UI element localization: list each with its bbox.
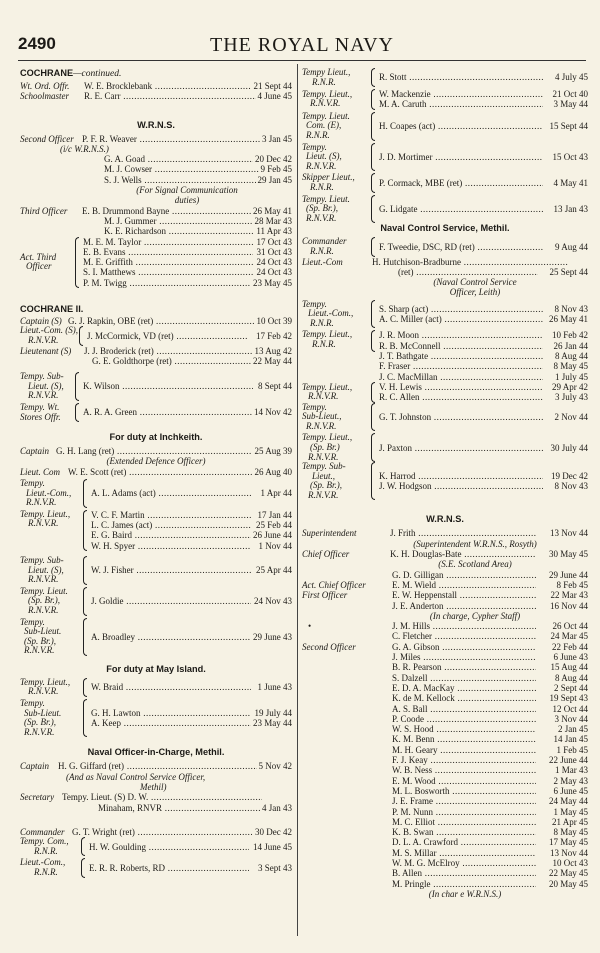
- officer-name: B. R. Pearson .....: [392, 662, 536, 672]
- brace: [83, 678, 87, 697]
- officer-name: M. S. Millar .....: [392, 848, 536, 858]
- rank-group: Tempy. Lieut. (S), R.N.V.R. J. D. Mortimer ..... 15 Oct 43: [302, 143, 588, 172]
- list-item: Act. Chief Officer E. M. Wield ..... 8 Feb 45: [302, 580, 588, 590]
- section-heading: For duty at May Island.: [106, 663, 206, 674]
- list-item: G. T. Johnston ..... 2 Nov 44: [379, 412, 588, 422]
- list-item: V. H. Lewis ..... 29 Apr 42: [379, 382, 588, 392]
- note: (In charge, Cypher Staff): [429, 610, 521, 621]
- rank-group: Tempy. Lieut. (Sp. Br.), R.N.V.R. J. Goldie ..... 24 Nov 43: [20, 587, 292, 616]
- list-item: [302, 642, 588, 652]
- list-item: W. Mackenzie ..... 21 Oct 40: [379, 89, 588, 99]
- list-item: [302, 858, 588, 868]
- list-item: [302, 868, 588, 878]
- brace: [83, 510, 87, 551]
- list-item: W. J. Fisher ..... 25 Apr 44: [91, 565, 292, 575]
- list-item: Captain H. G. Giffard (ret) ..... 5 Nov 42: [20, 761, 292, 771]
- rank-group: Tempy. Lieut., R.N.V.R. W. Braid ..... 1 June 43: [20, 678, 292, 697]
- list-item: H. W. Goulding ..... 14 June 45: [89, 842, 292, 852]
- section-heading: Naval Control Service, Methil.: [380, 223, 510, 234]
- officer-name: S. Dalzell .....: [392, 673, 536, 683]
- seniority-date: 8 May 45: [553, 827, 588, 838]
- officer-name: W. B. Ness .....: [392, 765, 536, 775]
- page-header: [18, 34, 586, 60]
- list-item: Chief Officer K. H. Douglas-Bate ..... 30 May 45: [302, 549, 588, 559]
- list-item: M. E. Griffith ..... 24 Oct 43: [83, 257, 292, 267]
- brace: [371, 300, 375, 329]
- brace: [75, 372, 79, 401]
- list-item: [302, 704, 588, 714]
- brace: [371, 112, 375, 141]
- list-item: J. E. Anderton ..... 16 Nov 44: [302, 601, 588, 611]
- officer-name: B. Allen .....: [392, 868, 536, 878]
- seniority-date: 21 Apr 45: [552, 816, 588, 827]
- note: (In char e W.R.N.S.): [428, 888, 502, 899]
- list-item: F. Tweedie, DSC, RD (ret) ..... 9 Aug 44: [379, 242, 588, 252]
- officer-name: E. D. A. MacKay .....: [392, 683, 536, 693]
- seniority-date: 1 Mar 43: [555, 765, 588, 776]
- brace: [371, 462, 375, 500]
- seniority-date: 20 May 45: [549, 878, 588, 889]
- list-item: G. A. Goad ..... 20 Dec 42: [20, 154, 292, 164]
- list-item: R. Stott ..... 4 July 45: [379, 72, 588, 82]
- rank-group: Skipper Lieut., R.N.R. P. Cormack, MBE (ret) ..... 4 May 41: [302, 173, 588, 192]
- officer-name: K. B. Swan .....: [392, 827, 536, 837]
- list-item: [302, 776, 588, 786]
- rank-group: Tempy. Lieut., R.N.R. J. R. Moon ..... 10 Feb 42 R. B. McConnell ..... 26 Jan 44 J. T. Bathgate ..... 8 Aug 44 F. Fraser ..... 8 May 45 J. C. MacMillan ..... 1 July 45: [302, 330, 588, 381]
- list-item: [302, 817, 588, 827]
- seniority-date: 1 May 45: [553, 806, 588, 817]
- list-item: [302, 724, 588, 734]
- note: Methil): [140, 782, 167, 793]
- list-item: [302, 662, 588, 672]
- officer-name: J. E. Frame .....: [392, 796, 536, 806]
- list-item: S. Sharp (act) ..... 8 Nov 43: [379, 304, 588, 314]
- list-item: [302, 807, 588, 817]
- seniority-date: 6 June 45: [553, 785, 588, 796]
- list-item: P. M. Twigg ..... 23 May 45: [83, 278, 292, 288]
- list-item: A. L. Adams (act) ..... 1 Apr 44: [91, 488, 292, 498]
- list-item: J. McCormick, VD (ret) ..... 17 Feb 42: [87, 331, 292, 341]
- list-item: G. Lidgate ..... 13 Jan 43: [379, 204, 588, 214]
- rank-group: Tempy. Lieut. (Sp. Br.), R.N.V.R. G. Lidgate ..... 13 Jan 43: [302, 195, 588, 224]
- list-item: [302, 796, 588, 806]
- list-item: J. C. MacMillan ..... 1 July 45: [379, 372, 588, 382]
- list-item: P. Cormack, MBE (ret) ..... 4 May 41: [379, 178, 588, 188]
- section-heading: COCHRANE II.: [20, 304, 84, 315]
- list-item: J. Paxton ..... 30 July 44: [379, 443, 588, 453]
- seniority-date: 2 Sept 44: [553, 682, 588, 693]
- rank-group: Tempy. Lieut., R.N.V.R. V. C. F. Martin ..... 17 Jan 44 L. C. James (act) ..... 25 Feb 44 E. G. Baird ..... 26 June 44 W. H. Spyer ..... 1 Nov 44: [20, 510, 292, 551]
- seniority-date: 22 June 44: [549, 755, 588, 766]
- brace: [83, 699, 87, 737]
- seniority-date: 22 May 45: [549, 868, 588, 879]
- seniority-date: 8 Aug 44: [554, 672, 588, 683]
- list-item: J. R. Moon ..... 10 Feb 42: [379, 330, 588, 340]
- list-item: J. W. Hodgson ..... 8 Nov 43: [379, 481, 588, 491]
- officer-name: K. M. Benn .....: [392, 734, 536, 744]
- rank-group: Tempy Lieut., R.N.R. R. Stott ..... 4 July 45: [302, 68, 588, 87]
- list-item: W. Braid ..... 1 June 43: [91, 682, 292, 692]
- list-item: J. Goldie ..... 24 Nov 43: [91, 596, 292, 606]
- note: duties): [174, 195, 200, 206]
- list-item: [302, 765, 588, 775]
- list-item: [302, 693, 588, 703]
- note: (Naval Control Service: [433, 277, 517, 288]
- seniority-date: 19 Sept 43: [549, 693, 588, 704]
- seniority-date: 24 May 44: [549, 796, 588, 807]
- list-item: Captain (S) G. J. Rapkin, OBE (ret) ..... 10 Oct 39: [20, 316, 292, 326]
- list-item: [302, 755, 588, 765]
- list-item: Lieut. Com W. E. Scott (ret) ..... 26 Aug 40: [20, 467, 292, 477]
- list-item: M. J. Cowser ..... 9 Feb 45: [20, 164, 292, 174]
- brace: [75, 403, 79, 422]
- list-item: E. R. R. Roberts, RD ..... 3 Sept 43: [89, 863, 292, 873]
- list-item: A. Broadley ..... 29 June 43: [91, 632, 292, 642]
- column-divider: [297, 64, 298, 936]
- note: (S.E. Scotland Area): [438, 559, 512, 570]
- list-item: F. Fraser ..... 8 May 45: [379, 361, 588, 371]
- officer-name: P. Coode .....: [392, 714, 536, 724]
- seniority-date: 22 Feb 44: [552, 641, 588, 652]
- list-item: S. I. Matthews ..... 24 Oct 43: [83, 267, 292, 277]
- rank-group: Lieut.-Com. (S), R.N.V.R. J. McCormick, VD (ret) ..... 17 Feb 42: [20, 326, 292, 345]
- list-item: J. D. Mortimer ..... 15 Oct 43: [379, 152, 588, 162]
- seniority-date: 12 Oct 44: [552, 703, 588, 714]
- list-item: G. E. Goldthorpe (ret) ..... 22 May 44: [20, 356, 292, 366]
- officer-name: M. H. Geary .....: [392, 745, 536, 755]
- seniority-date: 13 Nov 44: [550, 847, 588, 858]
- rank-group: Tempy. Lieut., R.N.V.R. W. Mackenzie ..... 21 Oct 40 M. A. Caruth ..... 3 May 44: [302, 89, 588, 110]
- section-heading: W.R.N.S.: [426, 514, 464, 525]
- list-item: G. D. Gilligan ..... 29 June 44: [302, 570, 588, 580]
- rank-group: Lieut.-Com., R.N.R. E. R. R. Roberts, RD ..... 3 Sept 43: [20, 858, 292, 877]
- brace: [81, 858, 85, 877]
- list-item: Lieutenant (S) J. J. Broderick (ret) ..... 13 Aug 42: [20, 346, 292, 356]
- list-item: A. C. Miller (act) ..... 26 May 41: [379, 314, 588, 324]
- rank-group: Act. Third Officer M. E. M. Taylor ..... 17 Oct 43 E. B. Evans ..... 31 Oct 43 M. E. Griffith ..... 24 Oct 43 S. I. Matthews ..... 24 Oct 43 P. M. Twigg ..... 23 May 45: [20, 237, 292, 288]
- brace: [371, 143, 375, 172]
- list-item: E. B. Evans ..... 31 Oct 43: [83, 247, 292, 257]
- brace: [83, 587, 87, 616]
- page-number: 2490: [18, 34, 56, 53]
- seniority-date: 3 Nov 44: [554, 713, 588, 724]
- list-item: M. A. Caruth ..... 3 May 44: [379, 99, 588, 109]
- rank-group: Tempy. Lieut. Com. (E), R.N.R. H. Coapes (act) ..... 15 Sept 44: [302, 112, 588, 141]
- seniority-date: 1 Feb 45: [556, 744, 588, 755]
- officer-name: P. M. Nunn .....: [392, 807, 536, 817]
- rank-group: Tempy. Lieut., R.N.V.R. V. H. Lewis ..... 29 Apr 42 R. C. Allen ..... 3 July 43: [302, 382, 588, 403]
- officer-name: W. S. Hood .....: [392, 724, 536, 734]
- brace: [371, 433, 375, 462]
- list-item: S. J. Wells ..... 29 Jan 45: [20, 175, 292, 185]
- header-rule: [18, 60, 586, 61]
- brace: [371, 330, 375, 352]
- list-item: Lieut.-Com H. Hutchison-Bradburne .....: [302, 257, 588, 267]
- list-item: A. Keep ..... 23 May 44: [91, 718, 292, 728]
- rank-group: Tempy. Lieut., (Sp. Br.) R.N.V.R. J. Paxton ..... 30 July 44: [302, 433, 588, 462]
- list-item: K. Wilson ..... 8 Sept 44: [83, 381, 292, 391]
- list-item: Third Officer E. B. Drummond Bayne ..... 26 May 41: [20, 206, 292, 216]
- section-heading: For duty at Inchkeith.: [109, 432, 203, 443]
- list-item: K. E. Richardson ..... 11 Apr 43: [20, 226, 292, 236]
- list-item: L. C. James (act) ..... 25 Feb 44: [91, 520, 292, 530]
- bullet-icon: •: [308, 621, 312, 632]
- section-heading: COCHRANE—continued.: [20, 68, 122, 79]
- list-item: W. H. Spyer ..... 1 Nov 44: [91, 541, 292, 551]
- seniority-date: 14 Jan 45: [553, 734, 588, 745]
- list-item: [302, 683, 588, 693]
- rank-group: Tempy. Sub-Lieut. (Sp. Br.), R.N.V.R. A. Broadley ..... 29 June 43: [20, 618, 292, 656]
- officer-name: W. M. G. McElroy .....: [392, 858, 536, 868]
- officer-name: A. S. Ball .....: [392, 704, 536, 714]
- list-item: [302, 652, 588, 662]
- list-item: Commander G. T. Wright (ret) ..... 30 Dec 42: [20, 827, 292, 837]
- list-item: [302, 734, 588, 744]
- list-item: [302, 786, 588, 796]
- list-item: H. Coapes (act) ..... 15 Sept 44: [379, 121, 588, 131]
- seniority-date: 2 Jan 45: [558, 724, 588, 735]
- brace: [371, 403, 375, 432]
- list-item: [302, 714, 588, 724]
- list-item: Minaham, RNVR ..... 4 Jan 43: [20, 803, 292, 813]
- rank-group: Tempy. Wt. Stores Offr. A. R. A. Green ..... 14 Nov 42: [20, 403, 292, 422]
- list-item: Wt. Ord. Offr. W. E. Brocklebank ..... 21 Sept 44: [20, 81, 292, 91]
- brace: [371, 173, 375, 192]
- list-item: First Officer E. W. Heppenstall ..... 22 Mar 43: [302, 590, 588, 600]
- list-item: M. J. Gummer ..... 28 Mar 43: [20, 216, 292, 226]
- brace: [83, 618, 87, 656]
- brace: [371, 68, 375, 87]
- section-heading: W.R.N.S.: [137, 119, 175, 130]
- list-item: M. E. M. Taylor ..... 17 Oct 43: [83, 237, 292, 247]
- brace: [81, 837, 85, 856]
- brace: [371, 237, 375, 256]
- note: Officer, Leith): [449, 287, 501, 298]
- note: (Superintendent W.R.N.S., Rosyth): [413, 538, 537, 549]
- rank-label: Second Officer: [302, 641, 356, 652]
- left-column: [20, 68, 292, 878]
- rank-group: Commander R.N.R. F. Tweedie, DSC, RD (ret) ..... 9 Aug 44: [302, 237, 588, 256]
- seniority-date: 17 May 45: [549, 837, 588, 848]
- seniority-date: 2 May 43: [553, 775, 588, 786]
- list-item: G. H. Lawton ..... 19 July 44: [91, 708, 292, 718]
- list-item: Second Officer P. F. R. Weaver ..... 3 Jan 45: [20, 134, 292, 144]
- officer-name: M. L. Bosworth .....: [392, 786, 536, 796]
- list-item: Schoolmaster R. E. Carr ..... 4 June 45: [20, 91, 292, 101]
- rank-group: Tempy. Sub-Lieut., R.N.V.R. G. T. Johnston ..... 2 Nov 44: [302, 403, 588, 432]
- brace: [75, 237, 79, 288]
- brace: [83, 556, 87, 585]
- seniority-date: 10 Oct 43: [552, 857, 588, 868]
- list-item: R. B. McConnell ..... 26 Jan 44: [379, 341, 588, 351]
- list-item: Superintendent J. Frith ..... 13 Nov 44: [302, 528, 588, 538]
- note: (Extended Defence Officer): [106, 456, 206, 467]
- rank-group: Tempy. Sub- Lieut., (Sp. Br.), R.N.V.R. K. Harrod ..... 19 Dec 42 J. W. Hodgson ..... 8 Nov 43: [302, 462, 588, 500]
- seniority-date: 6 June 43: [553, 652, 588, 663]
- page-title: THE ROYAL NAVY: [210, 34, 394, 56]
- officer-name: F. J. Keay .....: [392, 755, 536, 765]
- officer-name: J. Miles .....: [392, 652, 536, 662]
- brace: [371, 195, 375, 224]
- section-heading: Naval Officer-in-Charge, Methil.: [87, 747, 225, 758]
- list-item: [302, 848, 588, 858]
- list-item: R. C. Allen ..... 3 July 43: [379, 392, 588, 402]
- brace: [79, 326, 83, 345]
- brace: [371, 382, 375, 403]
- rank-group: Tempy. Lieut.-Com., R.N.R. S. Sharp (act) ..... 8 Nov 43 A. C. Miller (act) ..... 26 May 41: [302, 300, 588, 329]
- list-item: [302, 827, 588, 837]
- list-item: E. G. Baird ..... 26 June 44: [91, 530, 292, 540]
- officer-name: D. L. A. Crawford .....: [392, 837, 536, 847]
- note: (And as Naval Control Service Officer,: [66, 771, 206, 782]
- officer-name: M. Pringle .....: [392, 879, 536, 889]
- right-column: [302, 68, 588, 899]
- list-item: • J. M. Hills ..... 26 Oct 44: [302, 621, 588, 631]
- rank-group: Tempy. Lieut.-Com., R.N.V.R. A. L. Adams (act) ..... 1 Apr 44: [20, 479, 292, 508]
- seniority-date: 15 Aug 44: [550, 662, 588, 673]
- rank-group: Tempy. Sub-Lieut. (Sp. Br.), R.N.V.R. G. H. Lawton ..... 19 July 44 A. Keep ..... 23 May 44: [20, 699, 292, 737]
- list-item: [302, 745, 588, 755]
- list-item: [302, 673, 588, 683]
- list-item: (ret) ..... 25 Sept 44: [302, 267, 588, 277]
- note: (For Signal Communication: [136, 185, 238, 196]
- list-item: A. R. A. Green ..... 14 Nov 42: [83, 407, 292, 417]
- officer-name: M. C. Elliot .....: [392, 817, 536, 827]
- note: (i/c W.R.N.S.): [60, 143, 109, 154]
- list-item: C. Fletcher ..... 24 Mar 45: [302, 631, 588, 641]
- rank-group: Tempy. Com., R.N.R. H. W. Goulding ..... 14 June 45: [20, 837, 292, 856]
- brace: [371, 89, 375, 110]
- list-item: Secretary Tempy. Lieut. (S) D. W. .....: [20, 792, 292, 802]
- list-item: Captain G. H. Lang (ret) ..... 25 Aug 39: [20, 446, 292, 456]
- list-item: [302, 837, 588, 847]
- list-item: [302, 879, 588, 889]
- officer-name: K. de M. Kellock .....: [392, 693, 536, 703]
- second-officer-list: [302, 642, 588, 889]
- officer-name: E. M. Wood .....: [392, 776, 536, 786]
- list-item: J. T. Bathgate ..... 8 Aug 44: [379, 351, 588, 361]
- rank-group: Tempy. Sub- Lieut. (S), R.N.V.R. W. J. Fisher ..... 25 Apr 44: [20, 556, 292, 585]
- brace: [83, 479, 87, 508]
- list-item: V. C. F. Martin ..... 17 Jan 44: [91, 510, 292, 520]
- list-item: K. Harrod ..... 19 Dec 42: [379, 471, 588, 481]
- rank-group: Tempy. Sub- Lieut. (S), R.N.V.R. K. Wilson ..... 8 Sept 44: [20, 372, 292, 401]
- officer-name: G. A. Gibson .....: [392, 642, 536, 652]
